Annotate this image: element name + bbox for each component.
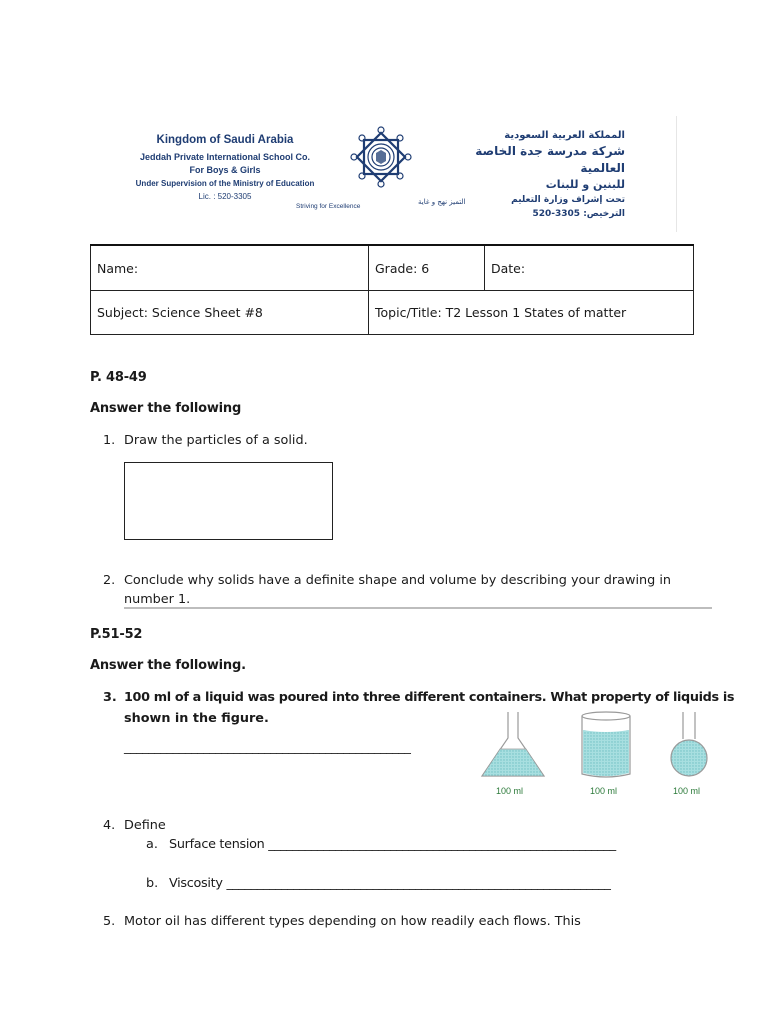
header-gender: For Boys & Girls — [189, 165, 261, 175]
section2-instruction: Answer the following. — [90, 658, 246, 673]
q4b-letter: b. — [146, 876, 159, 891]
q3-number: 3. — [103, 690, 117, 705]
school-logo-icon — [350, 126, 412, 188]
flask-label: 100 ml — [496, 786, 524, 796]
header-arabic-country: المملكة العربية السعودية — [504, 130, 625, 141]
q3-answer-blank[interactable]: _______________________________________________ — [124, 740, 411, 755]
header-supervision: Under Supervision of the Ministry of Education — [135, 179, 315, 188]
q2-line2: number 1. — [124, 592, 191, 607]
q1-number: 1. — [103, 433, 116, 448]
q2-answer-line[interactable] — [124, 607, 712, 609]
header-school: Jeddah Private International School Co. — [139, 152, 311, 162]
header-arabic-school: شركة مدرسة جدة الخاصة العالمية — [475, 144, 625, 175]
section1-instruction: Answer the following — [90, 401, 242, 416]
q5-number: 5. — [103, 914, 116, 929]
q3-line1: 100 ml of a liquid was poured into three different containers. What property of liquids is — [124, 690, 735, 705]
section1-pages: P. 48-49 — [90, 370, 147, 385]
topic-cell: Topic/Title: T2 Lesson 1 States of matter — [369, 291, 694, 335]
section2-pages: P.51-52 — [90, 627, 143, 642]
flask-icon — [482, 712, 544, 776]
beaker-label: 100 ml — [590, 786, 618, 796]
q4a-surface-tension[interactable]: Surface tension _________________________________________________________ — [169, 837, 616, 852]
q1-drawing-box[interactable] — [124, 462, 333, 540]
q4-text: Define — [124, 818, 166, 833]
q4-number: 4. — [103, 818, 116, 833]
header-arabic-gender: للبنين و للبنات — [545, 178, 625, 191]
name-cell[interactable]: Name: — [91, 245, 369, 291]
round-flask-icon — [671, 712, 707, 776]
header-arabic-license: الترخيص: 3305-520 — [532, 209, 625, 219]
header-arabic-motto: التميز نهج و غاية — [418, 198, 466, 206]
grade-cell: Grade: 6 — [369, 245, 485, 291]
student-info-table — [90, 244, 694, 335]
q4a-letter: a. — [146, 837, 158, 852]
q2-line1: Conclude why solids have a definite shape and volume by describing your drawing in — [124, 573, 671, 588]
q2-number: 2. — [103, 573, 116, 588]
subject-cell: Subject: Science Sheet #8 — [91, 291, 369, 335]
header-country: Kingdom of Saudi Arabia — [156, 134, 294, 146]
beaker-icon — [582, 712, 630, 777]
q1-text: Draw the particles of a solid. — [124, 433, 308, 448]
header-arabic — [430, 128, 625, 221]
header-license: Lic. : 520-3305 — [198, 192, 252, 201]
q3-line2: shown in the figure. — [124, 711, 269, 726]
date-cell[interactable]: Date: — [485, 245, 694, 291]
q4b-viscosity[interactable]: Viscosity _______________________________________________________________ — [169, 876, 611, 891]
q5-text: Motor oil has different types depending on how readily each flows. This — [124, 914, 581, 929]
header-english — [110, 132, 340, 203]
round-flask-label: 100 ml — [673, 786, 701, 796]
header-divider — [676, 116, 677, 232]
header-arabic-supervision: تحت إشراف وزارة التعليم — [511, 195, 625, 205]
header-motto: Striving for Excellence — [296, 203, 361, 210]
